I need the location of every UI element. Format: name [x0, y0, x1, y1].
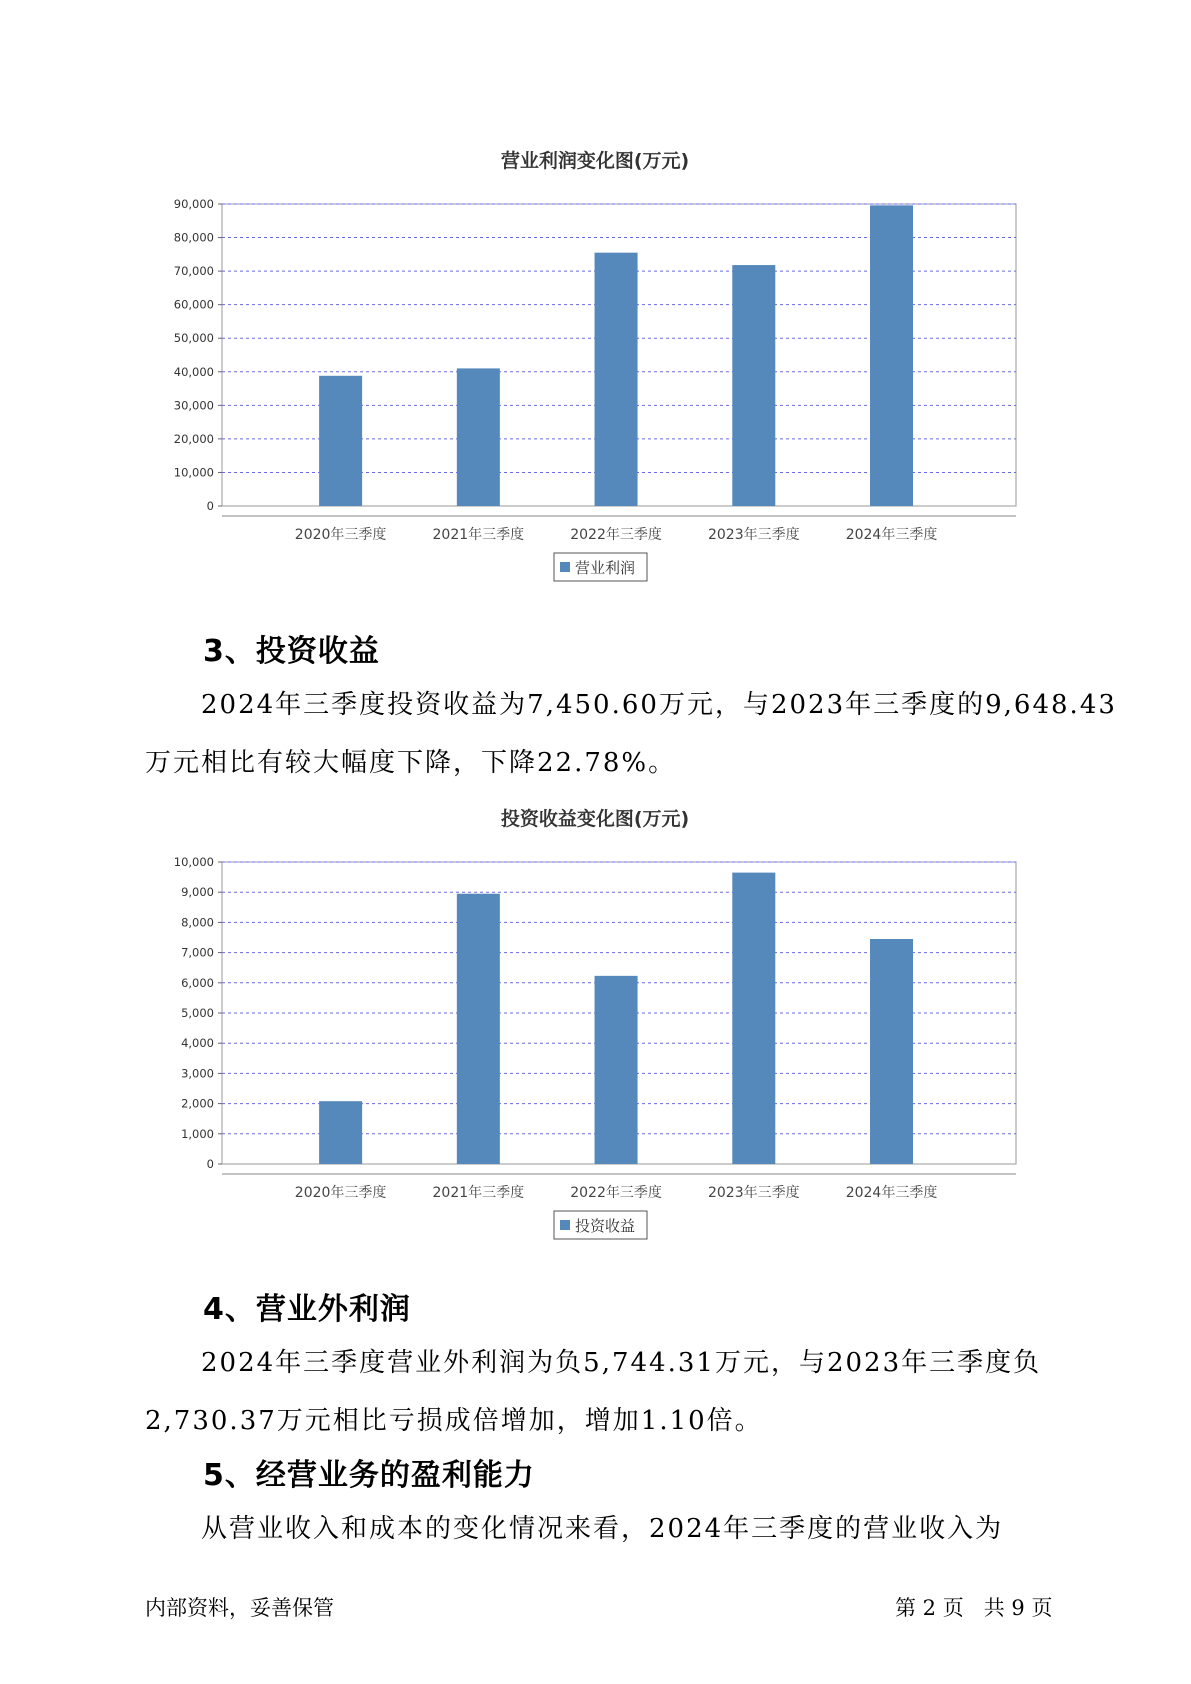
legend-label: 投资收益: [575, 1217, 636, 1235]
y-tick-label: 30,000: [173, 398, 214, 413]
y-tick-label: 80,000: [173, 230, 214, 245]
legend-label: 营业利润: [575, 559, 636, 577]
bar-2: [457, 368, 500, 506]
x-tick-label: 2022年三季度: [570, 527, 662, 543]
bar-3: [595, 253, 638, 506]
y-tick-label: 8,000: [181, 915, 214, 930]
x-tick-label: 2020年三季度: [294, 1185, 387, 1201]
section-4-line-1: 2024年三季度营业外利润为负5,744.31万元，与2023年三季度负: [201, 1348, 1042, 1378]
section-5-heading: 5、经营业务的盈利能力: [203, 1458, 535, 1493]
x-tick-label: 2024年三季度: [845, 527, 938, 543]
bar-3: [595, 976, 638, 1164]
y-tick-label: 7,000: [181, 945, 214, 960]
y-tick-label: 5,000: [181, 1006, 214, 1020]
section-3-paragraph: [145, 676, 1117, 792]
legend-swatch: [560, 562, 570, 572]
footer-confidential-note: 内部资料，妥善保管: [145, 1596, 334, 1620]
footer-page-number: 第 2 页 共 9 页: [895, 1596, 1053, 1620]
bar-4: [732, 265, 775, 506]
x-tick-label: 2020年三季度: [294, 527, 387, 543]
investment-income-chart: [0, 788, 1191, 1248]
y-tick-label: 40,000: [173, 364, 214, 379]
y-tick-label: 70,000: [173, 264, 214, 279]
x-tick-label: 2023年三季度: [707, 1185, 800, 1201]
section-3-line-2: 万元相比有较大幅度下降，下降22.78%。: [145, 748, 677, 778]
y-tick-label: 0: [206, 1157, 214, 1171]
y-tick-label: 20,000: [173, 431, 214, 446]
bar-5: [870, 939, 913, 1164]
bar-2: [457, 894, 500, 1164]
y-tick-label: 0: [206, 499, 214, 513]
y-tick-label: 6,000: [181, 975, 214, 990]
operating-profit-chart-svg: [0, 130, 1191, 590]
x-tick-label: 2021年三季度: [432, 1185, 525, 1201]
y-tick-label: 60,000: [173, 297, 214, 312]
section-4-paragraph: [145, 1334, 1045, 1450]
investment-income-chart-svg: [0, 788, 1191, 1248]
legend-swatch: [560, 1220, 570, 1230]
y-tick-label: 9,000: [181, 885, 214, 900]
section-3-line-1: 2024年三季度投资收益为7,450.60万元，与2023年三季度的9,648.43: [201, 690, 1117, 720]
y-tick-label: 4,000: [181, 1036, 214, 1051]
y-tick-label: 10,000: [173, 855, 214, 869]
y-tick-label: 3,000: [181, 1066, 214, 1081]
bar-4: [732, 873, 775, 1164]
x-tick-label: 2024年三季度: [845, 1185, 938, 1201]
chart-legend: [554, 1211, 647, 1239]
y-tick-label: 50,000: [173, 331, 214, 346]
section-5-line-1: 从营业收入和成本的变化情况来看，2024年三季度的营业收入为: [201, 1514, 1004, 1544]
x-tick-label: 2021年三季度: [432, 527, 525, 543]
section-4-line-2: 2,730.37万元相比亏损成倍增加，增加1.10倍。: [145, 1406, 763, 1436]
section-5-paragraph: [145, 1500, 1045, 1558]
y-tick-label: 1,000: [181, 1126, 214, 1141]
operating-profit-chart: [0, 130, 1191, 590]
x-tick-label: 2022年三季度: [570, 1185, 662, 1201]
bar-1: [319, 376, 362, 506]
y-tick-label: 90,000: [173, 197, 214, 211]
chart-legend: [554, 553, 647, 581]
section-3-heading: 3、投资收益: [203, 634, 380, 669]
y-tick-label: 10,000: [173, 465, 214, 480]
bar-1: [319, 1101, 362, 1164]
section-4-heading: 4、营业外利润: [203, 1292, 411, 1327]
y-tick-label: 2,000: [181, 1096, 214, 1111]
bar-5: [870, 205, 913, 506]
chart-title: 投资收益变化图(万元): [500, 808, 690, 830]
chart-title: 营业利润变化图(万元): [500, 150, 690, 172]
x-tick-label: 2023年三季度: [707, 527, 800, 543]
